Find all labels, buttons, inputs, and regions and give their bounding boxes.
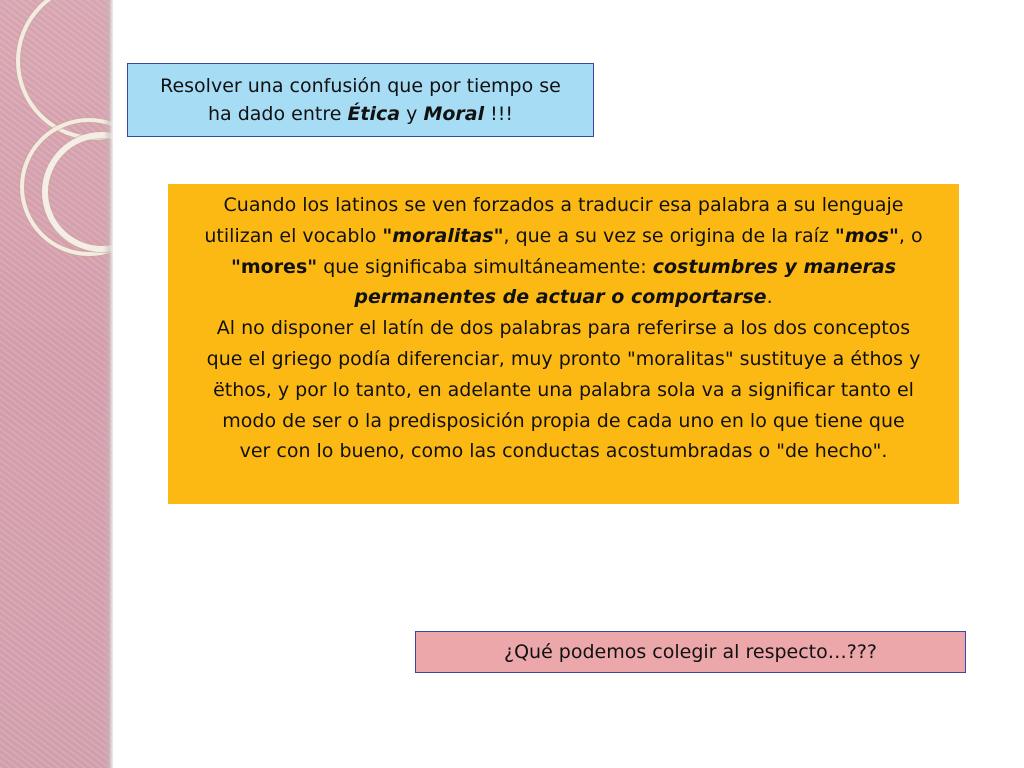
main-text: , que a su vez se origina de la raíz [503,224,835,247]
sidebar-edge [103,0,113,768]
main-line-6: que el griego podía diferenciar, muy pronto "moralitas" sustituye a éthos y [206,347,921,370]
question-text: ¿Qué podemos colegir al respecto…??? [503,641,877,663]
main-line-4 [180,282,947,313]
title-text: !!! [484,103,514,125]
title-text: y [400,103,424,125]
main-line-2 [180,221,947,252]
main-text: utilizan el vocablo [204,224,383,247]
emphasis-text: costumbres y maneras [652,255,897,278]
term-mos: "mos" [834,224,899,247]
main-text: . [766,286,773,309]
title-textbox [127,63,594,137]
main-text: que significaba simultáneamente: [317,255,653,278]
title-text: ha dado entre [207,103,348,125]
decorative-sidebar [0,0,113,768]
main-line-9: ver con lo bueno, como las conductas acostumbradas o "de hecho". [239,440,888,463]
term-moralitas: "moralitas" [382,224,504,247]
word-etica: Ética [347,103,401,125]
main-line-1: Cuando los latinos se ven forzados a traducir esa palabra a su lenguaje [223,194,904,216]
main-textbox [168,184,959,504]
term-mores: "mores" [230,255,318,278]
title-line-1: Resolver una confusión que por tiempo se [160,75,561,97]
main-line-8: modo de ser o la predisposición propia de cada uno en lo que tiene que [222,409,905,432]
title-line-2 [128,100,593,128]
main-line-7: ëthos, y por lo tanto, en adelante una palabra sola va a significar tanto el [213,378,914,401]
main-line-3 [180,252,947,283]
main-line-5: Al no disponer el latín de dos palabras para referirse a los dos conceptos [216,317,911,340]
question-textbox [415,631,966,673]
emphasis-text: permanentes de actuar o comportarse [354,286,767,309]
word-moral: Moral [423,103,485,125]
main-text: , o [898,224,923,247]
